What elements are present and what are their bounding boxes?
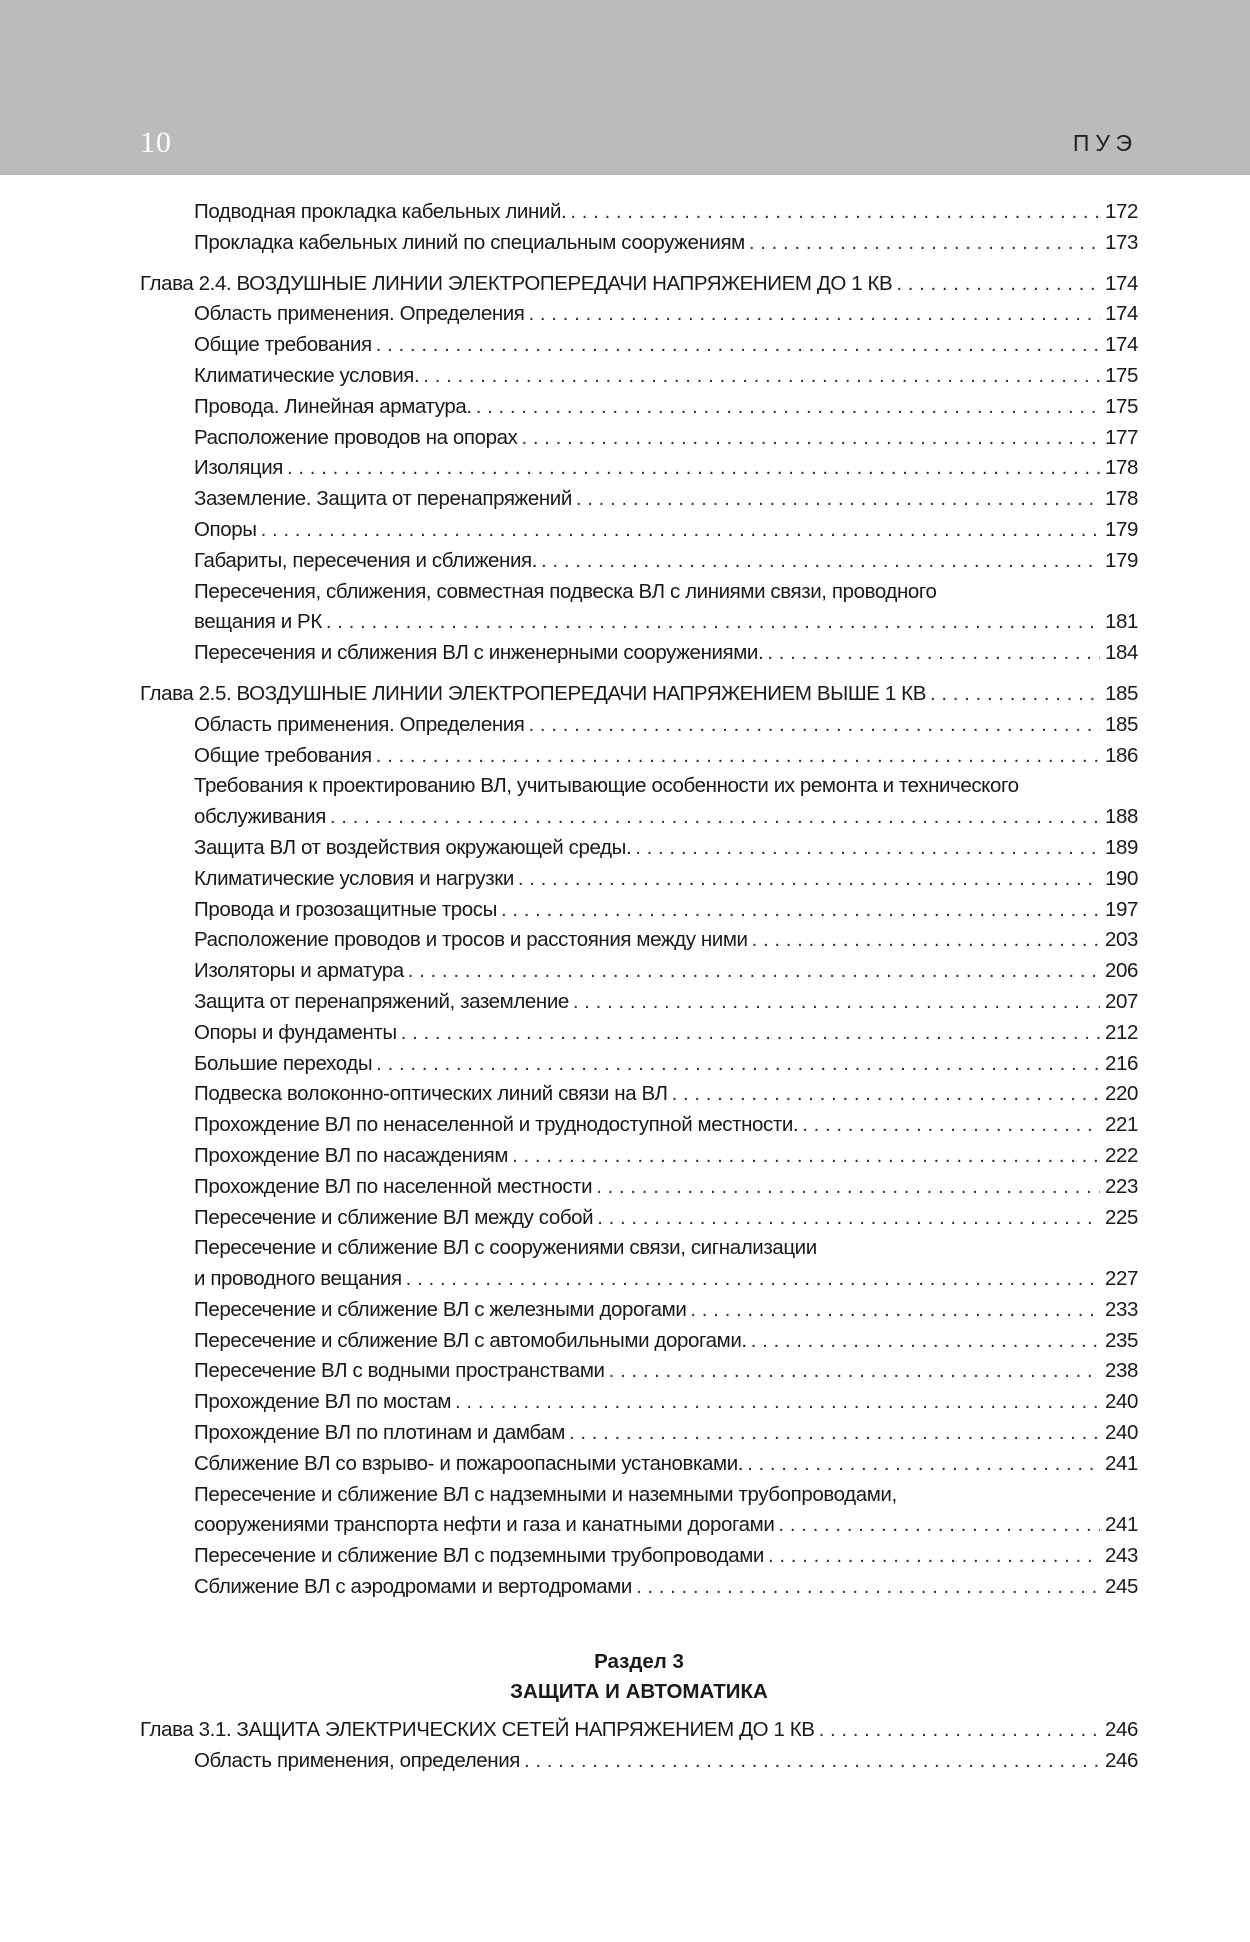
dot-leader <box>261 515 1100 546</box>
dot-leader <box>512 1141 1100 1172</box>
dot-leader <box>423 361 1100 392</box>
dot-leader <box>751 1326 1100 1357</box>
toc-entry[interactable] <box>140 546 1138 577</box>
dot-leader <box>749 228 1100 259</box>
toc-page-number: 175 <box>1104 363 1138 387</box>
toc-page-number: 174 <box>1104 302 1138 326</box>
toc-entry[interactable] <box>140 577 1138 639</box>
toc-entry-title: Изоляция <box>194 456 284 480</box>
toc-page-number: 179 <box>1104 548 1138 572</box>
toc-page-number: 220 <box>1104 1082 1138 1106</box>
dot-leader <box>672 1079 1100 1110</box>
toc-entry[interactable] <box>140 1110 1138 1141</box>
dot-leader <box>518 864 1100 895</box>
dot-leader <box>570 197 1100 228</box>
dot-leader <box>521 423 1100 454</box>
toc-entry[interactable] <box>140 741 1138 772</box>
toc-entry[interactable] <box>140 361 1138 392</box>
toc-page-number: 243 <box>1104 1544 1138 1568</box>
toc-entry[interactable] <box>140 1172 1138 1203</box>
toc-entry[interactable] <box>140 895 1138 926</box>
dot-leader <box>596 1172 1100 1203</box>
toc-entry[interactable] <box>140 1572 1138 1603</box>
toc-page-number: 246 <box>1104 1748 1138 1772</box>
toc-chapter-title: Глава 2.4. ВОЗДУШНЫЕ ЛИНИИ ЭЛЕКТРОПЕРЕДАЧИ НАПРЯЖЕНИЕМ ДО 1 КВ <box>140 271 893 295</box>
toc-entry-title: Провода и грозозащитные тросы <box>194 897 497 921</box>
toc-entry-title: Опоры <box>194 517 257 541</box>
toc-page-number: 178 <box>1104 487 1138 511</box>
dot-leader <box>576 484 1100 515</box>
toc-page-number: 245 <box>1104 1575 1138 1599</box>
table-of-contents <box>140 197 1138 1776</box>
toc-page-number: 223 <box>1104 1174 1138 1198</box>
toc-entry[interactable] <box>140 515 1138 546</box>
toc-page-number: 212 <box>1104 1020 1138 1044</box>
dot-leader <box>476 392 1100 423</box>
toc-page-number: 172 <box>1104 200 1138 223</box>
toc-page-number: 225 <box>1104 1205 1138 1229</box>
toc-entry[interactable] <box>140 710 1138 741</box>
toc-entry-title-line1: Требования к проектированию ВЛ, учитывающие особенности их ремонта и технического <box>194 774 1019 798</box>
toc-entry[interactable] <box>140 1233 1138 1295</box>
toc-entry-title: Прохождение ВЛ по ненаселенной и труднодоступной местности. <box>194 1113 799 1137</box>
toc-page-number: 221 <box>1104 1113 1138 1137</box>
toc-page-number: 189 <box>1104 835 1138 859</box>
toc-page-number: 174 <box>1104 333 1138 357</box>
toc-entry-title-line1: Пересечения, сближения, совместная подвеска ВЛ с линиями связи, проводного <box>194 579 937 603</box>
toc-page-number: 179 <box>1104 517 1138 541</box>
dot-leader <box>326 607 1100 638</box>
toc-entry[interactable] <box>140 1356 1138 1387</box>
toc-entry[interactable] <box>140 299 1138 330</box>
dot-leader <box>529 710 1101 741</box>
toc-entry-title: Опоры и фундаменты <box>194 1020 397 1044</box>
toc-entry-title: Габариты, пересечения и сближения. <box>194 548 538 572</box>
toc-entry[interactable] <box>140 864 1138 895</box>
toc-entry[interactable] <box>140 484 1138 515</box>
dot-leader <box>819 1715 1100 1746</box>
running-title: ПУЭ <box>1072 130 1138 156</box>
toc-page-number: 174 <box>1104 271 1138 295</box>
toc-entry-title: Область применения. Определения <box>194 712 525 736</box>
toc-entry-title: Расположение проводов и тросов и расстояния между ними <box>194 928 748 952</box>
toc-entry-title: обслуживания <box>194 805 326 829</box>
toc-page-number: 238 <box>1104 1359 1138 1383</box>
toc-page-number: 227 <box>1104 1267 1138 1291</box>
toc-entry[interactable] <box>140 453 1138 484</box>
dot-leader <box>455 1387 1100 1418</box>
toc-page-number: 233 <box>1104 1297 1138 1321</box>
toc-entry[interactable] <box>140 423 1138 454</box>
toc-entry-title: Большие переходы <box>194 1051 373 1075</box>
toc-entry-title: Прохождение ВЛ по насаждениям <box>194 1143 509 1167</box>
toc-entry-title: Пересечение ВЛ с водными пространствами <box>194 1359 605 1383</box>
toc-page-number: 241 <box>1104 1513 1138 1537</box>
dot-leader <box>501 895 1100 926</box>
toc-entry[interactable] <box>140 638 1138 669</box>
toc-page-number: 246 <box>1104 1717 1138 1741</box>
toc-entry[interactable] <box>140 833 1138 864</box>
toc-entry[interactable] <box>140 392 1138 423</box>
toc-entry-title: вещания и РК <box>194 610 322 634</box>
toc-entry-title: Климатические условия. <box>194 363 420 387</box>
toc-entry[interactable] <box>140 1203 1138 1234</box>
toc-chapter-title: Глава 2.5. ВОЗДУШНЫЕ ЛИНИИ ЭЛЕКТРОПЕРЕДАЧИ НАПРЯЖЕНИЕМ ВЫШЕ 1 КВ <box>140 681 926 705</box>
toc-entry-title: Подвеска волоконно-оптических линий связи на ВЛ <box>194 1082 668 1106</box>
dot-leader <box>573 987 1100 1018</box>
toc-page-number: 207 <box>1104 989 1138 1013</box>
toc-entry-title: Подводная прокладка кабельных линий. <box>194 200 567 223</box>
toc-entry-title: Общие требования <box>194 743 372 767</box>
toc-page-number: 241 <box>1104 1451 1138 1475</box>
toc-entry-title: Пересечения и сближения ВЛ с инженерными сооружениями. <box>194 641 764 665</box>
section-title: ЗАЩИТА И АВТОМАТИКА <box>510 1679 768 1703</box>
toc-page-number: 181 <box>1104 610 1138 634</box>
toc-page-number: 235 <box>1104 1328 1138 1352</box>
dot-leader <box>569 1418 1100 1449</box>
dot-leader <box>690 1295 1100 1326</box>
dot-leader <box>747 1449 1100 1480</box>
toc-chapter-3-1[interactable] <box>140 1715 1138 1746</box>
toc-entry[interactable] <box>140 228 1138 259</box>
toc-page-number: 240 <box>1104 1390 1138 1414</box>
dot-leader <box>376 741 1100 772</box>
toc-page-number: 186 <box>1104 743 1138 767</box>
toc-entry-title: и проводного вещания <box>194 1267 402 1291</box>
toc-entry[interactable] <box>140 1049 1138 1080</box>
toc-entry-title-line1: Пересечение и сближение ВЛ с сооружениями связи, сигнализации <box>194 1236 817 1260</box>
dot-leader <box>767 638 1100 669</box>
page-header-band <box>0 0 1250 175</box>
section-heading <box>140 1647 1138 1707</box>
toc-page-number: 173 <box>1104 230 1138 254</box>
dot-leader <box>408 956 1100 987</box>
toc-page-number: 185 <box>1104 712 1138 736</box>
toc-entry[interactable] <box>140 1326 1138 1357</box>
toc-entry-title: Сближение ВЛ со взрыво- и пожароопасными установками. <box>194 1451 744 1475</box>
dot-leader <box>896 269 1100 300</box>
toc-entry-title: Пересечение и сближение ВЛ с подземными трубопроводами <box>194 1544 764 1568</box>
toc-entry-title: Прокладка кабельных линий по специальным сооружениям <box>194 230 745 254</box>
toc-chapter-2-5[interactable] <box>140 679 1138 710</box>
toc-entry-title: Общие требования <box>194 333 372 357</box>
toc-entry[interactable] <box>140 1746 1138 1777</box>
dot-leader <box>524 1746 1100 1777</box>
dot-leader <box>930 679 1100 710</box>
dot-leader <box>376 1049 1100 1080</box>
toc-entry[interactable] <box>140 1541 1138 1572</box>
toc-entry-title: Область применения, определения <box>194 1748 520 1772</box>
page-number: 10 <box>140 126 172 159</box>
toc-entry-title: Климатические условия и нагрузки <box>194 866 514 890</box>
toc-entry-title: Пересечение и сближение ВЛ с автомобильными дорогами. <box>194 1328 747 1352</box>
toc-entry[interactable] <box>140 1387 1138 1418</box>
toc-entry[interactable] <box>140 1079 1138 1110</box>
dot-leader <box>406 1264 1100 1295</box>
toc-page-number: 178 <box>1104 456 1138 480</box>
toc-page-number: 177 <box>1104 425 1138 449</box>
toc-entry[interactable] <box>140 330 1138 361</box>
toc-entry-title: Прохождение ВЛ по населенной местности <box>194 1174 593 1198</box>
dot-leader <box>597 1203 1100 1234</box>
toc-page-number: 206 <box>1104 959 1138 983</box>
toc-page-number: 203 <box>1104 928 1138 952</box>
dot-leader <box>541 546 1100 577</box>
toc-entry-title: Защита от перенапряжений, заземление <box>194 989 569 1013</box>
toc-page-number: 184 <box>1104 641 1138 665</box>
toc-page-number: 240 <box>1104 1421 1138 1445</box>
dot-leader <box>778 1510 1100 1541</box>
toc-entry-title: сооружениями транспорта нефти и газа и канатными дорогами <box>194 1513 775 1537</box>
toc-entry-title: Область применения. Определения <box>194 302 525 326</box>
dot-leader <box>635 833 1100 864</box>
toc-page-number: 216 <box>1104 1051 1138 1075</box>
dot-leader <box>802 1110 1100 1141</box>
toc-chapter-2-4[interactable] <box>140 269 1138 300</box>
toc-entry-title-line1: Пересечение и сближение ВЛ с надземными и наземными трубопроводами, <box>194 1482 897 1506</box>
toc-entry-title: Заземление. Защита от перенапряжений <box>194 487 572 511</box>
toc-page-number: 188 <box>1104 805 1138 829</box>
toc-entry[interactable] <box>140 1480 1138 1542</box>
toc-entry-title: Расположение проводов на опорах <box>194 425 518 449</box>
toc-page-number: 222 <box>1104 1143 1138 1167</box>
toc-entry-title: Сближение ВЛ с аэродромами и вертодромами <box>194 1575 632 1599</box>
toc-entry[interactable] <box>140 1141 1138 1172</box>
dot-leader <box>401 1018 1100 1049</box>
toc-chapter-title: Глава 3.1. ЗАЩИТА ЭЛЕКТРИЧЕСКИХ СЕТЕЙ НАПРЯЖЕНИЕМ ДО 1 КВ <box>140 1717 815 1741</box>
toc-entry[interactable] <box>140 197 1138 228</box>
toc-entry-title: Провода. Линейная арматура. <box>194 394 472 418</box>
toc-page-number: 175 <box>1104 394 1138 418</box>
toc-entry[interactable] <box>140 771 1138 833</box>
section-label: Раздел 3 <box>594 1649 684 1673</box>
dot-leader <box>752 925 1100 956</box>
toc-entry-title: Пересечение и сближение ВЛ с железными дорогами <box>194 1297 687 1321</box>
toc-entry[interactable] <box>140 1418 1138 1449</box>
toc-entry[interactable] <box>140 1295 1138 1326</box>
toc-entry[interactable] <box>140 1018 1138 1049</box>
toc-entry[interactable] <box>140 1449 1138 1480</box>
toc-entry[interactable] <box>140 925 1138 956</box>
toc-page-number: 197 <box>1104 897 1138 921</box>
dot-leader <box>609 1356 1100 1387</box>
dot-leader <box>330 802 1100 833</box>
dot-leader <box>768 1541 1100 1572</box>
dot-leader <box>287 453 1100 484</box>
toc-page-number: 190 <box>1104 866 1138 890</box>
toc-page-number: 185 <box>1104 681 1138 705</box>
toc-entry-title: Защита ВЛ от воздействия окружающей среды. <box>194 835 632 859</box>
dot-leader <box>376 330 1100 361</box>
toc-entry-title: Прохождение ВЛ по мостам <box>194 1390 452 1414</box>
toc-entry[interactable] <box>140 956 1138 987</box>
toc-entry[interactable] <box>140 987 1138 1018</box>
toc-entry-title: Прохождение ВЛ по плотинам и дамбам <box>194 1421 565 1445</box>
toc-entry-title: Изоляторы и арматура <box>194 959 404 983</box>
dot-leader <box>636 1572 1100 1603</box>
toc-entry-title: Пересечение и сближение ВЛ между собой <box>194 1205 594 1229</box>
dot-leader <box>529 299 1101 330</box>
